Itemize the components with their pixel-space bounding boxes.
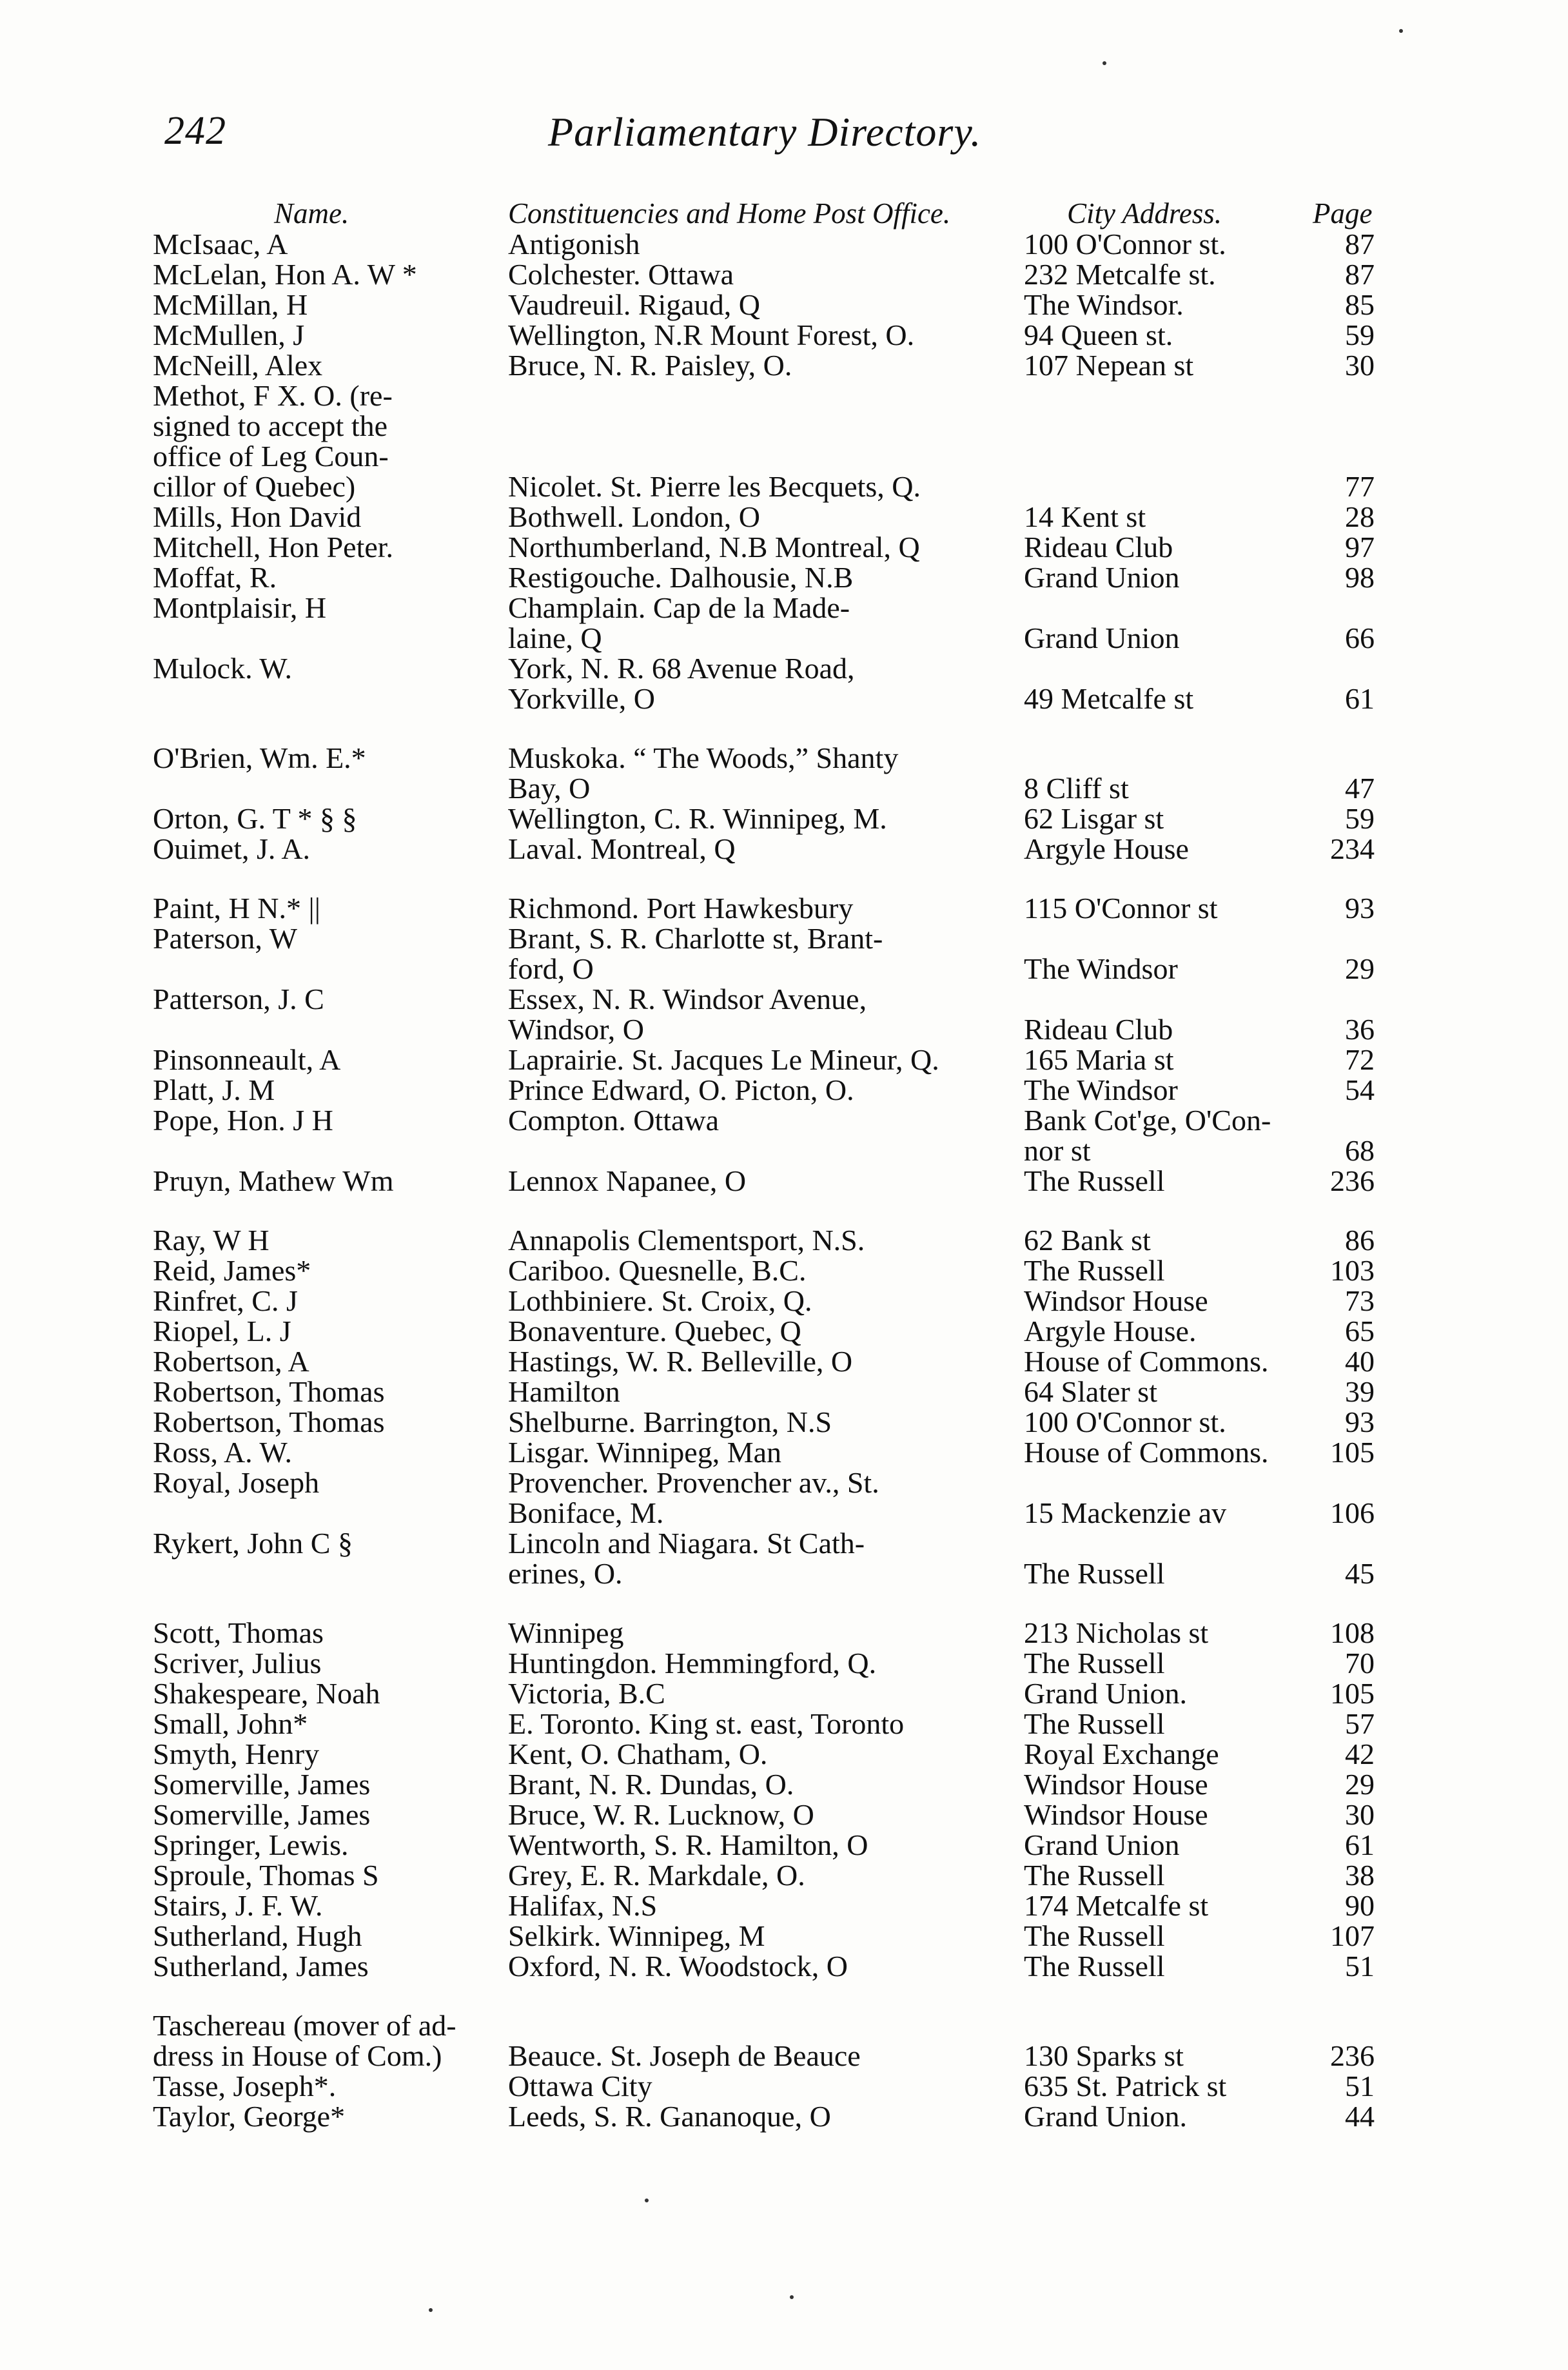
entry-page: 103: [1330, 1254, 1375, 1287]
speck-mark: [645, 2199, 649, 2202]
entry-name: dress in House of Com.): [153, 2039, 442, 2072]
entry-constituency: Lisgar. Winnipeg, Man: [508, 1436, 782, 1469]
entry-page: 86: [1345, 1224, 1375, 1257]
entry-constituency: Compton. Ottawa: [508, 1104, 720, 1137]
entry-address: 94 Queen st.: [1024, 318, 1173, 351]
entry-page: 87: [1345, 228, 1375, 260]
entry-page: 45: [1345, 1557, 1375, 1590]
entry-constituency: Champlain. Cap de la Made-: [508, 591, 850, 624]
entry-page: 85: [1345, 288, 1375, 321]
entry-name: signed to accept the: [153, 409, 388, 442]
entry-name: Stairs, J. F. W.: [153, 1889, 323, 1922]
entry-address: Windsor House: [1024, 1768, 1208, 1801]
entry-constituency: Ottawa City: [508, 2070, 652, 2102]
entry-page: 70: [1345, 1647, 1375, 1680]
entry-name: Shakespeare, Noah: [153, 1677, 380, 1710]
entry-constituency: Victoria, B.C: [508, 1677, 665, 1710]
entry-address: 115 O'Connor st: [1024, 892, 1218, 925]
entry-name: Reid, James*: [153, 1254, 311, 1287]
entry-address: The Russell: [1024, 1859, 1165, 1892]
entry-page: 39: [1345, 1375, 1375, 1408]
entry-name: cillor of Quebec): [153, 470, 356, 503]
entry-name: McMullen, J: [153, 318, 305, 351]
entry-name: McMillan, H: [153, 288, 308, 321]
entry-address: Windsor House: [1024, 1284, 1208, 1317]
entry-constituency: Richmond. Port Hawkesbury: [508, 892, 854, 925]
entry-page: 59: [1345, 318, 1375, 351]
entry-page: 30: [1345, 349, 1375, 382]
entry-address: The Windsor: [1024, 1073, 1178, 1106]
entry-name: Moffat, R.: [153, 561, 277, 594]
entry-page: 107: [1330, 1919, 1375, 1952]
entry-address: 174 Metcalfe st: [1024, 1889, 1209, 1922]
entry-name: Mills, Hon David: [153, 500, 362, 533]
entry-constituency: Winnipeg: [508, 1616, 624, 1649]
entry-constituency: Huntingdon. Hemmingford, Q.: [508, 1647, 877, 1680]
entry-constituency: Lothbiniere. St. Croix, Q.: [508, 1284, 812, 1317]
entry-address: Windsor House: [1024, 1798, 1208, 1831]
entry-name: Mitchell, Hon Peter.: [153, 531, 394, 563]
entry-page: 93: [1345, 892, 1375, 925]
entry-name: McIsaac, A: [153, 228, 288, 260]
entry-constituency: Vaudreuil. Rigaud, Q: [508, 288, 760, 321]
entry-address: Argyle House: [1024, 832, 1189, 865]
entry-name: Smyth, Henry: [153, 1738, 320, 1770]
entry-name: Scriver, Julius: [153, 1647, 322, 1680]
entry-constituency: Hastings, W. R. Belleville, O: [508, 1345, 853, 1378]
entry-constituency: Boniface, M.: [508, 1496, 664, 1529]
entry-page: 105: [1330, 1677, 1375, 1710]
entry-address: Grand Union: [1024, 622, 1180, 654]
entry-name: Taylor, George*: [153, 2100, 346, 2133]
entry-page: 98: [1345, 561, 1375, 594]
entry-address: House of Commons.: [1024, 1345, 1269, 1378]
entry-name: Platt, J. M: [153, 1073, 275, 1106]
entry-address: nor st: [1024, 1134, 1091, 1167]
entry-page: 54: [1345, 1073, 1375, 1106]
entry-page: 236: [1330, 2039, 1375, 2072]
header-constituency: Constituencies and Home Post Office.: [508, 197, 951, 230]
entry-address: 232 Metcalfe st.: [1024, 258, 1216, 291]
entry-constituency: Leeds, S. R. Gananoque, O: [508, 2100, 831, 2133]
entry-page: 38: [1345, 1859, 1375, 1892]
entry-name: Robertson, Thomas: [153, 1375, 385, 1408]
entry-page: 73: [1345, 1284, 1375, 1317]
entry-address: The Russell: [1024, 1164, 1165, 1197]
entry-constituency: Lennox Napanee, O: [508, 1164, 747, 1197]
entry-address: The Russell: [1024, 1707, 1165, 1740]
entry-constituency: Lincoln and Niagara. St Cath-: [508, 1527, 865, 1560]
speck-mark: [1399, 29, 1403, 33]
entry-address: Argyle House.: [1024, 1315, 1197, 1347]
entry-constituency: Northumberland, N.B Montreal, Q: [508, 531, 920, 563]
entry-address: 15 Mackenzie av: [1024, 1496, 1227, 1529]
entry-constituency: Halifax, N.S: [508, 1889, 658, 1922]
entry-name: Pinsonneault, A: [153, 1043, 341, 1076]
entry-constituency: Shelburne. Barrington, N.S: [508, 1405, 832, 1438]
entry-constituency: Brant, S. R. Charlotte st, Brant-: [508, 922, 883, 955]
entry-address: Bank Cot'ge, O'Con-: [1024, 1104, 1271, 1137]
entry-name: Taschereau (mover of ad-: [153, 2009, 456, 2042]
entry-name: Mulock. W.: [153, 652, 292, 685]
entry-address: The Russell: [1024, 1950, 1165, 1983]
entry-constituency: erines, O.: [508, 1557, 623, 1590]
entry-address: The Russell: [1024, 1254, 1165, 1287]
entry-address: The Russell: [1024, 1919, 1165, 1952]
entry-name: Sutherland, James: [153, 1950, 369, 1983]
entry-name: Scott, Thomas: [153, 1616, 324, 1649]
entry-name: Somerville, James: [153, 1798, 371, 1831]
entry-name: McNeill, Alex: [153, 349, 323, 382]
entry-address: 62 Bank st: [1024, 1224, 1151, 1257]
entry-constituency: Selkirk. Winnipeg, M: [508, 1919, 765, 1952]
entry-address: 213 Nicholas st: [1024, 1616, 1209, 1649]
entry-page: 51: [1345, 1950, 1375, 1983]
entry-constituency: Bothwell. London, O: [508, 500, 760, 533]
entry-constituency: Bay, O: [508, 772, 591, 805]
entry-page: 65: [1345, 1315, 1375, 1347]
entry-constituency: Yorkville, O: [508, 682, 655, 715]
entry-page: 77: [1345, 470, 1375, 503]
entry-page: 108: [1330, 1616, 1375, 1649]
entry-constituency: laine, Q: [508, 622, 602, 654]
entry-constituency: Cariboo. Quesnelle, B.C.: [508, 1254, 807, 1287]
entry-page: 59: [1345, 802, 1375, 835]
entry-page: 30: [1345, 1798, 1375, 1831]
entry-name: Pope, Hon. J H: [153, 1104, 333, 1137]
entry-page: 66: [1345, 622, 1375, 654]
entry-constituency: Essex, N. R. Windsor Avenue,: [508, 983, 867, 1015]
page-number: 242: [164, 109, 226, 153]
entry-constituency: Muskoka. “ The Woods,” Shanty: [508, 741, 899, 774]
entry-name: Springer, Lewis.: [153, 1828, 349, 1861]
entry-constituency: Windsor, O: [508, 1013, 644, 1046]
entry-address: 64 Slater st: [1024, 1375, 1157, 1408]
entry-page: 234: [1330, 832, 1375, 865]
header-name: Name.: [274, 197, 349, 230]
entry-constituency: Restigouche. Dalhousie, N.B: [508, 561, 854, 594]
entry-name: McLelan, Hon A. W *: [153, 258, 417, 291]
entry-name: Rinfret, C. J: [153, 1284, 298, 1317]
entry-name: Small, John*: [153, 1707, 308, 1740]
entry-address: Grand Union.: [1024, 2100, 1187, 2133]
entry-address: The Russell: [1024, 1647, 1165, 1680]
entry-name: Ray, W H: [153, 1224, 270, 1257]
entry-page: 236: [1330, 1164, 1375, 1197]
header-address: City Address.: [1067, 197, 1222, 230]
speck-mark: [790, 2295, 794, 2299]
entry-constituency: Wellington, N.R Mount Forest, O.: [508, 318, 915, 351]
entry-address: 100 O'Connor st.: [1024, 1405, 1226, 1438]
entry-constituency: Laprairie. St. Jacques Le Mineur, Q.: [508, 1043, 939, 1076]
entry-name: Methot, F X. O. (re-: [153, 379, 393, 412]
entry-address: The Windsor: [1024, 952, 1178, 985]
entry-name: Ouimet, J. A.: [153, 832, 311, 865]
entry-constituency: Laval. Montreal, Q: [508, 832, 736, 865]
entry-page: 36: [1345, 1013, 1375, 1046]
entry-name: Pruyn, Mathew Wm: [153, 1164, 394, 1197]
header-page: Page: [1313, 197, 1373, 230]
entry-address: House of Commons.: [1024, 1436, 1269, 1469]
entry-page: 40: [1345, 1345, 1375, 1378]
entry-address: 635 St. Patrick st: [1024, 2070, 1227, 2102]
entry-page: 61: [1345, 1828, 1375, 1861]
entry-constituency: Bruce, W. R. Lucknow, O: [508, 1798, 814, 1831]
entry-constituency: Colchester. Ottawa: [508, 258, 734, 291]
entry-name: Tasse, Joseph*.: [153, 2070, 337, 2102]
entry-address: 130 Sparks st: [1024, 2039, 1184, 2072]
entry-page: 44: [1345, 2100, 1375, 2133]
entry-name: Patterson, J. C: [153, 983, 324, 1015]
entry-constituency: Provencher. Provencher av., St.: [508, 1466, 879, 1499]
entry-page: 29: [1345, 952, 1375, 985]
entry-name: Sproule, Thomas S: [153, 1859, 379, 1892]
entry-constituency: Nicolet. St. Pierre les Becquets, Q.: [508, 470, 921, 503]
entry-name: Royal, Joseph: [153, 1466, 320, 1499]
entry-constituency: ford, O: [508, 952, 594, 985]
entry-constituency: Prince Edward, O. Picton, O.: [508, 1073, 854, 1106]
entry-address: Rideau Club: [1024, 1013, 1173, 1046]
entry-name: Robertson, A: [153, 1345, 309, 1378]
entry-page: 42: [1345, 1738, 1375, 1770]
entry-constituency: Wellington, C. R. Winnipeg, M.: [508, 802, 887, 835]
page-title: Parliamentary Directory.: [548, 109, 982, 155]
entry-constituency: E. Toronto. King st. east, Toronto: [508, 1707, 905, 1740]
entry-page: 51: [1345, 2070, 1375, 2102]
entry-address: 165 Maria st: [1024, 1043, 1174, 1076]
entry-page: 87: [1345, 258, 1375, 291]
entry-page: 57: [1345, 1707, 1375, 1740]
entry-page: 106: [1330, 1496, 1375, 1529]
entry-address: 62 Lisgar st: [1024, 802, 1164, 835]
entry-name: O'Brien, Wm. E.*: [153, 741, 366, 774]
entry-constituency: Oxford, N. R. Woodstock, O: [508, 1950, 848, 1983]
entry-page: 47: [1345, 772, 1375, 805]
entry-name: office of Leg Coun-: [153, 440, 389, 473]
entry-address: Royal Exchange: [1024, 1738, 1219, 1770]
speck-mark: [429, 2308, 433, 2312]
entry-page: 29: [1345, 1768, 1375, 1801]
entry-address: 107 Nepean st: [1024, 349, 1194, 382]
entry-name: Paterson, W: [153, 922, 298, 955]
entry-constituency: Antigonish: [508, 228, 640, 260]
entry-constituency: Annapolis Clementsport, N.S.: [508, 1224, 865, 1257]
entry-page: 72: [1345, 1043, 1375, 1076]
entry-page: 105: [1330, 1436, 1375, 1469]
entry-name: Paint, H N.* ||: [153, 892, 320, 925]
entry-address: The Windsor.: [1024, 288, 1184, 321]
entry-constituency: Hamilton: [508, 1375, 620, 1408]
entry-address: Grand Union: [1024, 1828, 1180, 1861]
entry-constituency: Bruce, N. R. Paisley, O.: [508, 349, 792, 382]
entry-constituency: Bonaventure. Quebec, Q: [508, 1315, 801, 1347]
entry-page: 97: [1345, 531, 1375, 563]
entry-name: Rykert, John C §: [153, 1527, 353, 1560]
entry-page: 28: [1345, 500, 1375, 533]
entry-name: Riopel, L. J: [153, 1315, 291, 1347]
entry-name: Ross, A. W.: [153, 1436, 293, 1469]
entry-address: 8 Cliff st: [1024, 772, 1129, 805]
entry-name: Orton, G. T * § §: [153, 802, 357, 835]
entry-name: Montplaisir, H: [153, 591, 327, 624]
entry-constituency: Kent, O. Chatham, O.: [508, 1738, 768, 1770]
entry-page: 61: [1345, 682, 1375, 715]
entry-address: 49 Metcalfe st: [1024, 682, 1194, 715]
entry-page: 68: [1345, 1134, 1375, 1167]
entry-constituency: Grey, E. R. Markdale, O.: [508, 1859, 805, 1892]
speck-mark: [1102, 61, 1106, 65]
entry-address: Grand Union.: [1024, 1677, 1187, 1710]
entry-page: 93: [1345, 1405, 1375, 1438]
entry-address: Rideau Club: [1024, 531, 1173, 563]
entry-constituency: Beauce. St. Joseph de Beauce: [508, 2039, 861, 2072]
entry-page: 90: [1345, 1889, 1375, 1922]
entry-name: Robertson, Thomas: [153, 1405, 385, 1438]
entry-constituency: Wentworth, S. R. Hamilton, O: [508, 1828, 868, 1861]
entry-name: Sutherland, Hugh: [153, 1919, 362, 1952]
entry-address: 100 O'Connor st.: [1024, 228, 1226, 260]
entry-constituency: Brant, N. R. Dundas, O.: [508, 1768, 794, 1801]
entry-address: 14 Kent st: [1024, 500, 1146, 533]
entry-constituency: York, N. R. 68 Avenue Road,: [508, 652, 855, 685]
entry-name: Somerville, James: [153, 1768, 371, 1801]
entry-address: Grand Union: [1024, 561, 1180, 594]
entry-address: The Russell: [1024, 1557, 1165, 1590]
